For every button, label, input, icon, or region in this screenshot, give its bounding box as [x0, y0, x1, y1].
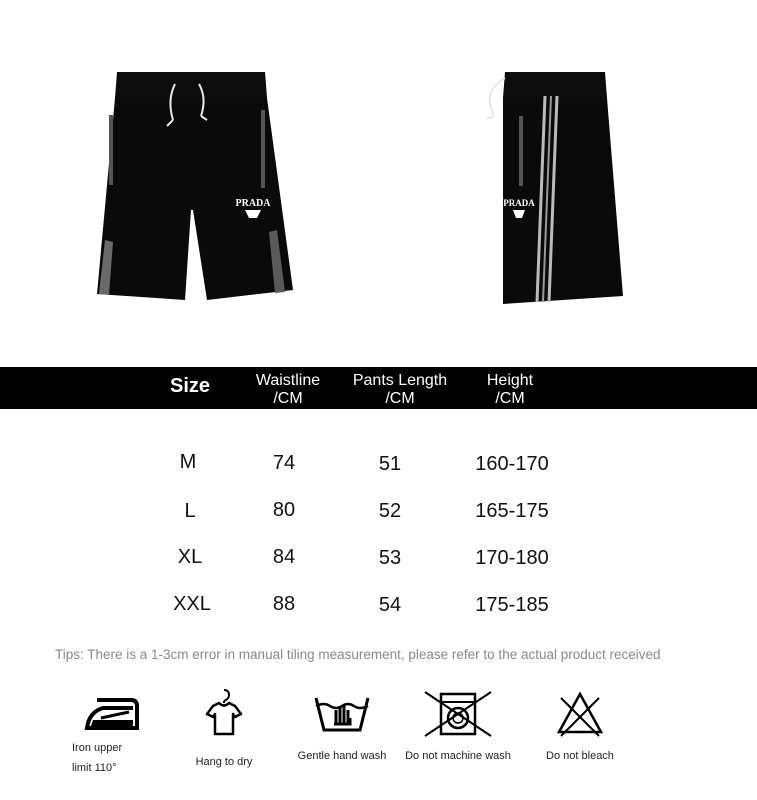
header-pants-length: Pants Length /CM: [352, 372, 448, 407]
header-size: Size: [169, 375, 211, 397]
height-cell: 160-170: [475, 453, 549, 475]
side-logo-text: PRADA: [503, 198, 535, 208]
waist-cell: 80: [272, 499, 296, 521]
hand-wash-icon: [312, 690, 372, 736]
length-cell: 51: [378, 453, 402, 475]
size-cell: L: [184, 500, 196, 522]
no-bleach-icon: [555, 690, 605, 738]
header-waistline: Waistline /CM: [255, 372, 321, 407]
header-height: Height /CM: [486, 372, 534, 407]
front-logo-text: PRADA: [235, 198, 271, 209]
size-cell: XXL: [173, 593, 211, 615]
waist-cell: 84: [272, 546, 296, 568]
shorts-side-image: [475, 68, 625, 308]
no-machine-wash-icon: [423, 690, 493, 738]
care-item-hang-dry: Hang to dry: [184, 686, 264, 772]
waist-cell: 88: [272, 593, 296, 615]
length-cell: 52: [378, 500, 402, 522]
care-item-no-machine-wash: Do not machine wash: [398, 690, 518, 766]
hang-dry-icon: [199, 686, 249, 738]
length-cell: 53: [378, 547, 402, 569]
size-cell: XL: [177, 546, 203, 568]
care-item-iron: Iron upper limit 110°: [72, 690, 152, 778]
height-cell: 175-185: [475, 594, 549, 616]
care-item-hand-wash: Gentle hand wash: [292, 690, 392, 766]
iron-icon: [83, 690, 141, 736]
length-cell: 54: [378, 594, 402, 616]
shorts-front-image: [95, 60, 295, 310]
height-cell: 165-175: [475, 500, 549, 522]
care-item-no-bleach: Do not bleach: [535, 690, 625, 766]
tips-text: Tips: There is a 1-3cm error in manual tiling measurement, please refer to the actual product received: [55, 647, 661, 662]
size-cell: M: [179, 451, 197, 473]
height-cell: 170-180: [475, 547, 549, 569]
waist-cell: 74: [272, 452, 296, 474]
